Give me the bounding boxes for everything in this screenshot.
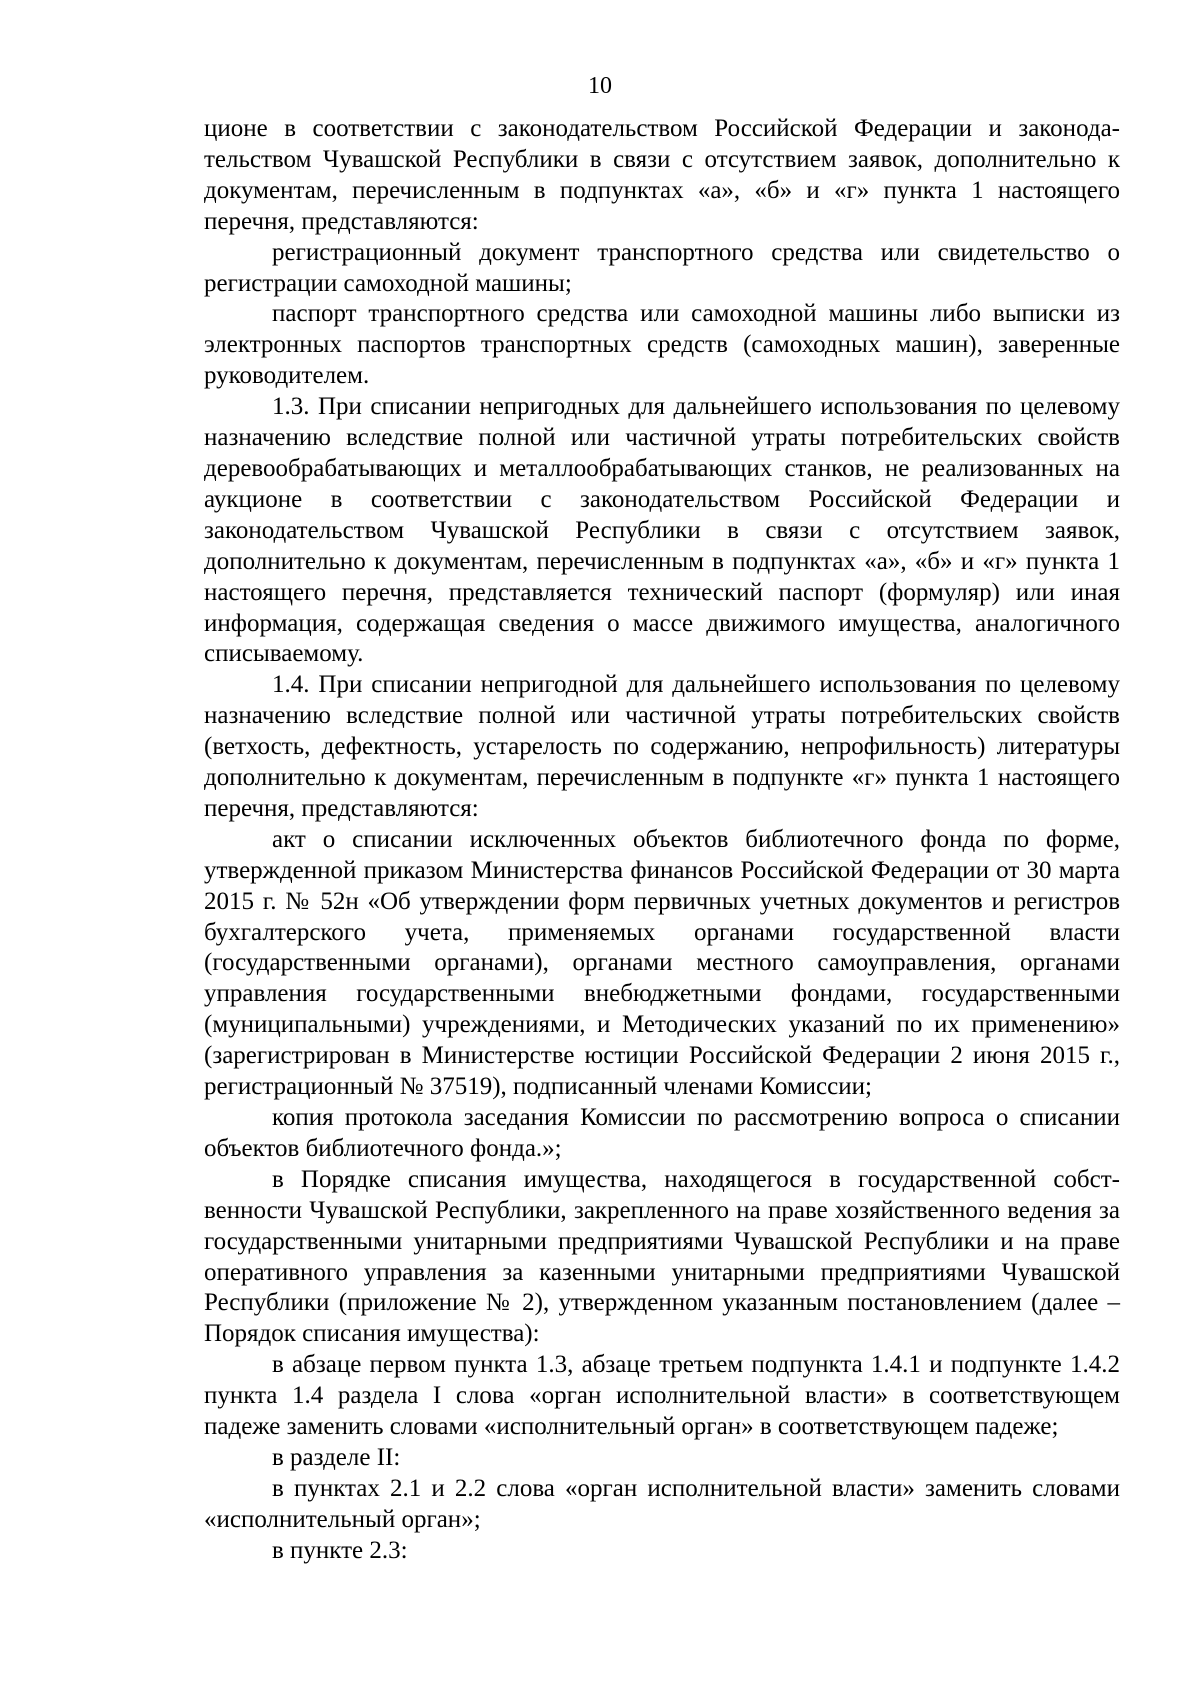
- document-body: [204, 114, 1120, 1567]
- page-number: 10: [588, 73, 612, 99]
- paragraph-items-2-1-2-2: в пунктах 2.1 и 2.2 слова «орган исполнительной власти» заменить словами «исполнительный орган»;: [204, 1474, 1120, 1533]
- paragraph-write-off-procedure: в Порядке списания имущества, находящегося в государственной собственности Чувашской Республики, закрепленного на праве хозяйственного ведения за государственными унитарными предприятиями Чувашской Республики и на праве оперативного управления за казенными унитарными предприятиями Чувашской Республики (приложение № 2), утвержденном указанным постановлением (далее – Порядок списания имущества):: [204, 1165, 1120, 1348]
- paragraph-protocol-copy: копия протокола заседания Комиссии по рассмотрению вопроса о списании объектов библиотечного фонда.»;: [204, 1104, 1120, 1162]
- paragraph-vehicle-passport: паспорт транспортного средства или самоходной машины либо выписки из электронных паспортов транспортных средств (самоходных машин), заверенные руководителем.: [204, 300, 1120, 390]
- paragraph-continuation: ционе в соответствии с законодательством Российской Федерации и законодательством Чувашской Республики в связи с отсутствием заявок, дополнительно к документам, перечисленным в подпунктах «а», «б» и «г» пункта 1 настоящего перечня, представляются:: [204, 115, 1120, 235]
- paragraph-item-2-3: в пункте 2.3:: [272, 1536, 408, 1564]
- paragraph-library-act: акт о списании исключенных объектов библиотечного фонда по форме, утвержденной приказом Министерства финансов Российской Федерации от 30 марта 2015 г. № 52н «Об утверждении форм первичных учетных документов и регистров бухгалтерского учета, применяемых органами государственной власти (государственными органами), органами местного самоуправления, органами управления государственными внебюджетными фондами, государственными (муниципальными) учреждениями, и Методических указаний по их применению» (зарегистрирован в Министерстве юстиции Российской Федерации 2 июня 2015 г., регистрационный № 37519), подписанный членами Комиссии;: [204, 825, 1120, 1101]
- paragraph-section-ii: в разделе II:: [272, 1443, 401, 1471]
- paragraph-registration-document: регистрационный документ транспортного средства или свидетельство о регистрации самоходной машины;: [204, 238, 1120, 297]
- paragraph-1-4: 1.4. При списании непригодной для дальнейшего использования по целевому назначению вследствие полной или частичной утраты потребительских свойств (ветхость, дефектность, устарелость по содержанию, непрофильность) литературы дополнительно к документам, перечисленным в подпункте «г» пункта 1 настоящего перечня, представляются:: [204, 671, 1120, 822]
- paragraph-1-3: 1.3. При списании непригодных для дальнейшего использования по целевому назначению вследствие полной или частичной утраты потребительских свойств деревообрабатывающих и металлообрабатывающих станков, не реализованных на аукционе в соответствии с законодательством Российской Федерации и законодательством Чувашской Республики в связи с отсутствием заявок, дополнительно к документам, перечисленным в подпунктах «а», «б» и «г» пункта 1 настоящего перечня, представляется технический паспорт (формуляр) или иная информация, содержащая сведения о массе движимого имущества, аналогичного списываемому.: [204, 393, 1120, 668]
- paragraph-section-i-amendment: в абзаце первом пункта 1.3, абзаце третьем подпункта 1.4.1 и подпункте 1.4.2 пункта 1.4 раздела I слова «орган исполнительной власти» в соответствующем падеже заменить словами «исполнительный орган» в соответствующем падеже;: [204, 1351, 1120, 1441]
